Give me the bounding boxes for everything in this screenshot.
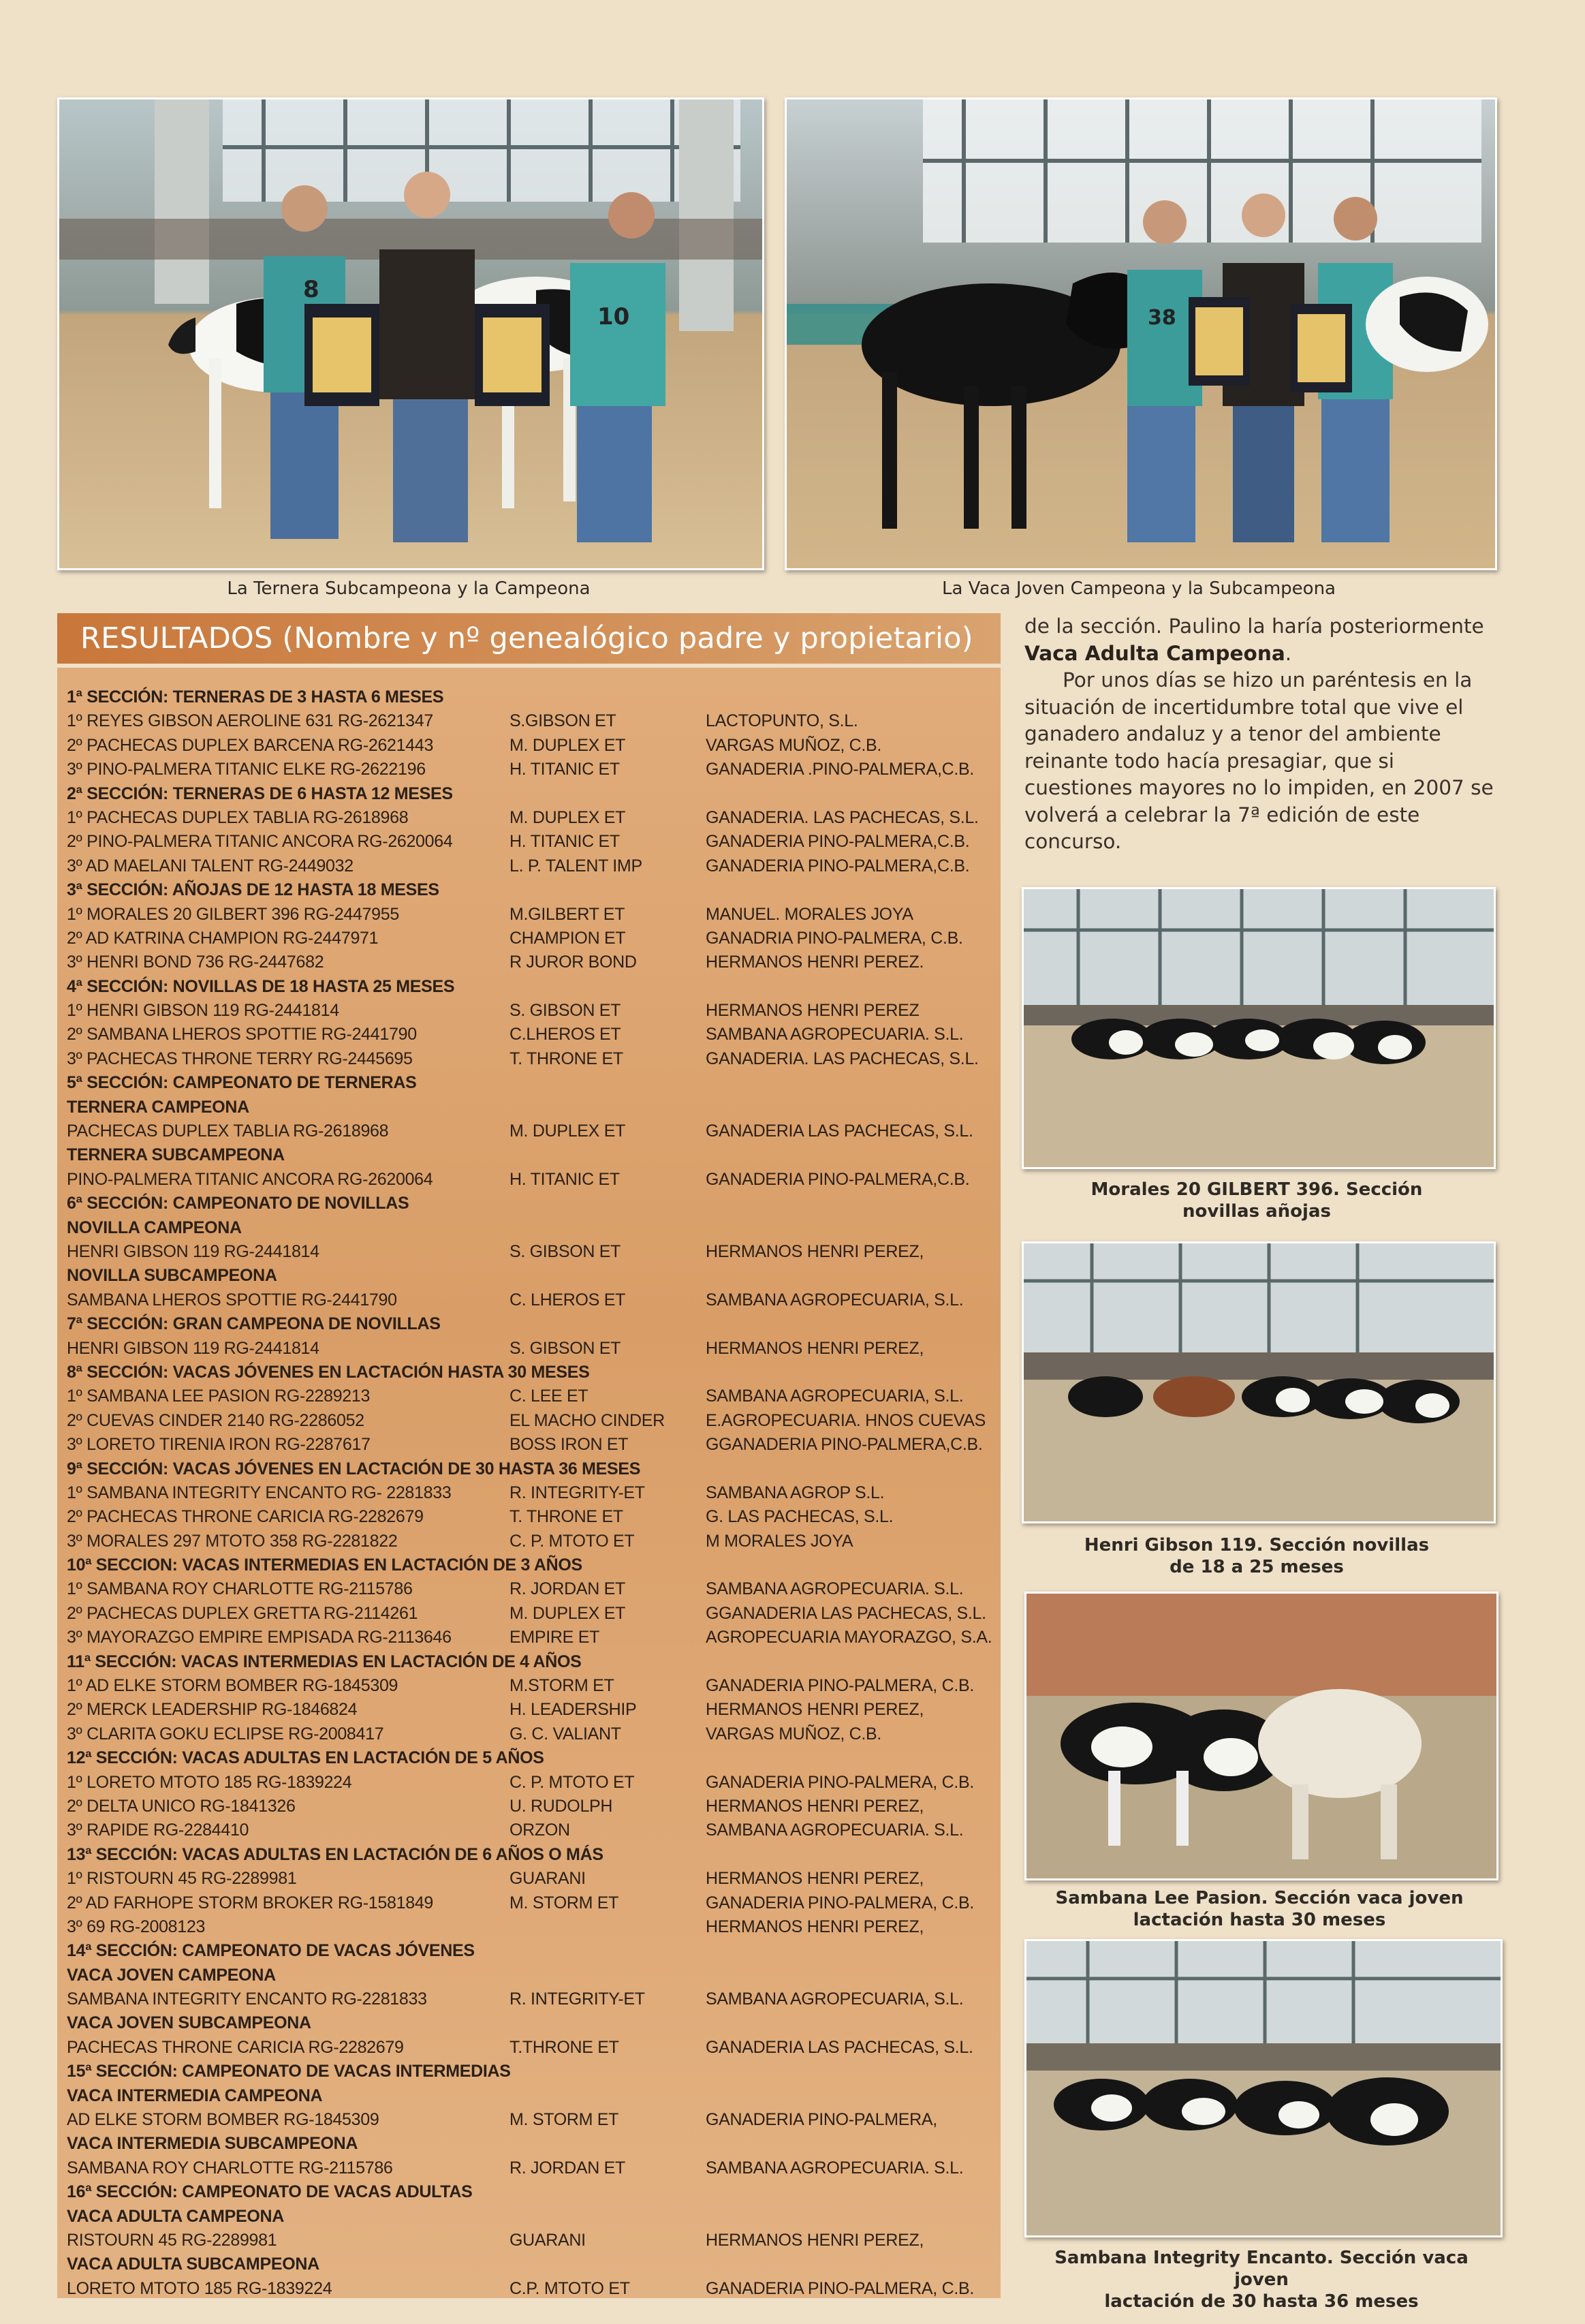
- result-sire: C. P. MTOTO ET: [509, 1531, 635, 1551]
- result-owner: [706, 1964, 992, 1987]
- results-row: [67, 2036, 1001, 2060]
- result-animal: SAMBANA LHEROS SPOTTIE RG-2441790: [67, 1290, 397, 1310]
- result-owner: [706, 1457, 992, 1481]
- result-owner: SAMBANA AGROPECUARIA, S.L.: [706, 1386, 964, 1406]
- results-row: [67, 927, 1001, 950]
- results-section-heading: [67, 2205, 1001, 2229]
- result-owner: G. LAS PACHECAS, S.L.: [706, 1507, 894, 1527]
- photo-sambana-integrity: [1024, 1939, 1503, 2237]
- result-owner: [706, 1264, 992, 1288]
- results-section-heading: [67, 2011, 1001, 2035]
- result-owner: [706, 1361, 992, 1384]
- result-owner: SAMBANA AGROPECUARIA, S.L.: [706, 1989, 964, 2009]
- results-section-heading: [67, 2060, 1001, 2083]
- results-section-heading: [67, 2180, 1001, 2204]
- result-owner: HERMANOS HENRI PEREZ,: [706, 1917, 924, 1936]
- result-animal: VACA INTERMEDIA CAMPEONA: [67, 2086, 323, 2105]
- result-animal: 1º PACHECAS DUPLEX TABLIA RG-2618968: [67, 807, 409, 827]
- results-row: [67, 2277, 1001, 2301]
- result-owner: HERMANOS HENRI PEREZ,: [706, 1700, 924, 1720]
- result-owner: [706, 878, 992, 902]
- result-animal: 9ª SECCIÓN: VACAS JÓVENES EN LACTACIÓN DE 30 HASTA 36 MESES: [67, 1459, 641, 1478]
- result-owner: GANADERIA PINO-PALMERA, C.B.: [706, 1676, 975, 1696]
- result-animal: 2º SAMBANA LHEROS SPOTTIE RG-2441790: [67, 1025, 417, 1044]
- result-animal: 2º PACHECAS THRONE CARICIA RG-2282679: [67, 1507, 424, 1527]
- result-owner: [706, 1216, 992, 1240]
- result-owner: [706, 1746, 992, 1770]
- results-row: [67, 1119, 1001, 1143]
- result-animal: 1º SAMBANA ROY CHARLOTTE RG-2115786: [67, 1579, 413, 1599]
- result-animal: 2ª SECCIÓN: TERNERAS DE 6 HASTA 12 MESES: [67, 784, 453, 803]
- result-owner: HERMANOS HENRI PEREZ,: [706, 1241, 924, 1261]
- results-row: [67, 950, 1001, 974]
- caption-morales: Morales 20 GILBERT 396. Sección novillas añojas: [1090, 1179, 1423, 1222]
- result-owner: HERMANOS HENRI PEREZ.: [706, 952, 924, 972]
- result-sire: [509, 2011, 706, 2035]
- result-owner: VARGAS MUÑOZ, C.B.: [706, 735, 882, 755]
- caption-top-left: La Ternera Subcampeona y la Campeona: [227, 578, 591, 599]
- result-owner: SAMBANA AGROPECUARIA. S.L.: [706, 1025, 964, 1044]
- result-owner: [706, 975, 992, 999]
- result-sire: [509, 1264, 706, 1288]
- results-section-heading: [67, 975, 1001, 999]
- results-row: [67, 1795, 1001, 1818]
- results-row: [67, 1674, 1001, 1698]
- result-animal: 3º MAYORAZGO EMPIRE EMPISADA RG-2113646: [67, 1628, 452, 1647]
- result-owner: [706, 1939, 992, 1963]
- results-row: [67, 1505, 1001, 1529]
- result-owner: [706, 2011, 992, 2035]
- photo-scene: [1026, 1594, 1496, 1878]
- result-animal: 2º CUEVAS CINDER 2140 RG-2286052: [67, 1410, 364, 1430]
- result-owner: [706, 1553, 992, 1577]
- photo-ternera-subcampeona-campeona: [57, 97, 764, 570]
- results-row: [67, 830, 1001, 854]
- results-row: [67, 1987, 1001, 2011]
- result-animal: NOVILLA SUBCAMPEONA: [67, 1266, 277, 1286]
- results-section-heading: [67, 1650, 1001, 1674]
- result-sire: M.STORM ET: [509, 1676, 614, 1696]
- result-sire: BOSS IRON ET: [509, 1435, 629, 1455]
- result-owner: GANADERIA. LAS PACHECAS, S.L.: [706, 1049, 979, 1068]
- photo-scene: [1024, 1243, 1494, 1521]
- result-animal: 3º AD MAELANI TALENT RG-2449032: [67, 856, 354, 876]
- result-sire: [509, 1143, 706, 1167]
- result-sire: T.THRONE ET: [509, 2037, 619, 2057]
- result-owner: [706, 782, 992, 806]
- result-animal: 2º AD FARHOPE STORM BROKER RG-1581849: [67, 1893, 434, 1912]
- result-animal: 2º PACHECAS DUPLEX GRETTA RG-2114261: [67, 1603, 418, 1623]
- result-animal: 1º AD ELKE STORM BOMBER RG-1845309: [67, 1676, 398, 1696]
- result-animal: VACA INTERMEDIA SUBCAMPEONA: [67, 2134, 358, 2154]
- caption-sambana-lee: Sambana Lee Pasion. Sección vaca joven lactación hasta 30 meses: [1055, 1888, 1464, 1930]
- result-animal: 2º MERCK LEADERSHIP RG-1846824: [67, 1700, 358, 1720]
- results-row: [67, 854, 1001, 878]
- result-animal: 6ª SECCIÓN: CAMPEONATO DE NOVILLAS: [67, 1194, 409, 1213]
- result-owner: SAMBANA AGROPECUARIA. S.L.: [706, 1821, 964, 1840]
- photo-sambana-lee-pasion: [1024, 1592, 1498, 1880]
- result-animal: 10ª SECCION: VACAS INTERMEDIAS EN LACTACIÓN DE 3 AÑOS: [67, 1555, 582, 1575]
- results-row: [67, 1722, 1001, 1746]
- result-sire: [509, 2060, 706, 2083]
- result-owner: VARGAS MUÑOZ, C.B.: [706, 1724, 882, 1744]
- result-animal: 8ª SECCIÓN: VACAS JÓVENES EN LACTACIÓN HASTA 30 MESES: [67, 1362, 590, 1382]
- result-sire: [509, 1361, 706, 1384]
- result-sire: GUARANI: [509, 2231, 586, 2250]
- result-sire: H. LEADERSHIP: [509, 1700, 637, 1720]
- result-sire: G. C. VALIANT: [509, 1724, 621, 1744]
- result-owner: GANADRIA PINO-PALMERA, C.B.: [706, 928, 963, 948]
- results-section-heading: [67, 1964, 1001, 1987]
- result-owner: [706, 2205, 992, 2229]
- result-sire: H. TITANIC ET: [509, 1169, 620, 1189]
- result-animal: 7ª SECCIÓN: GRAN CAMPEONA DE NOVILLAS: [67, 1314, 441, 1334]
- results-row: [67, 1626, 1001, 1649]
- results-section-heading: [67, 1071, 1001, 1095]
- result-sire: M. STORM ET: [509, 2110, 619, 2130]
- result-animal: 3º PACHECAS THRONE TERRY RG-2445695: [67, 1049, 413, 1068]
- photo-vaca-joven-campeona-subcampeona: [785, 97, 1497, 570]
- results-section-heading: [67, 1361, 1001, 1384]
- result-sire: [509, 2132, 706, 2156]
- result-sire: [509, 1746, 706, 1770]
- photo-scene: [1024, 889, 1494, 1167]
- results-section-heading: [67, 1096, 1001, 1119]
- result-sire: [509, 1915, 706, 1939]
- result-sire: [509, 2180, 706, 2204]
- result-owner: [706, 1843, 992, 1867]
- result-animal: LORETO MTOTO 185 RG-1839224: [67, 2278, 332, 2298]
- results-row: [67, 1867, 1001, 1891]
- results-row: [67, 999, 1001, 1023]
- result-owner: GANADERIA PINO-PALMERA, C.B.: [706, 1772, 975, 1792]
- results-row: [67, 1891, 1001, 1915]
- result-sire: [509, 1457, 706, 1481]
- result-animal: 16ª SECCIÓN: CAMPEONATO DE VACAS ADULTAS: [67, 2182, 473, 2202]
- results-row: [67, 1577, 1001, 1601]
- results-row: [67, 734, 1001, 758]
- result-sire: U. RUDOLPH: [509, 1796, 613, 1816]
- results-section-heading: [67, 1264, 1001, 1288]
- results-title: RESULTADOS (Nombre y nº genealógico padre y propietario): [57, 613, 1001, 664]
- result-animal: RISTOURN 45 RG-2289981: [67, 2231, 277, 2250]
- result-sire: [509, 1939, 706, 1963]
- results-row: [67, 2108, 1001, 2132]
- result-sire: R. INTEGRITY-ET: [509, 1989, 645, 2009]
- caption-top-right: La Vaca Joven Campeona y la Subcampeona: [941, 578, 1336, 599]
- result-owner: SAMBANA AGROPECUARIA. S.L.: [706, 2158, 964, 2178]
- result-sire: C.LHEROS ET: [509, 1025, 621, 1044]
- result-sire: R JUROR BOND: [509, 952, 637, 972]
- result-animal: 3º LORETO TIRENIA IRON RG-2287617: [67, 1435, 371, 1455]
- result-owner: HERMANOS HENRI PEREZ,: [706, 1869, 924, 1889]
- result-owner: HERMANOS HENRI PEREZ,: [706, 1796, 924, 1816]
- result-animal: VACA ADULTA SUBCAMPEONA: [67, 2255, 319, 2274]
- result-owner: HERMANOS HENRI PEREZ,: [706, 1338, 924, 1358]
- results-row: [67, 1288, 1001, 1312]
- results-section-heading: [67, 685, 1001, 709]
- result-sire: T. THRONE ET: [509, 1507, 623, 1527]
- results-section-heading: [67, 1192, 1001, 1215]
- result-animal: 1º REYES GIBSON AEROLINE 631 RG-2621347: [67, 711, 433, 731]
- result-owner: AGROPECUARIA MAYORAZGO, S.A.: [706, 1628, 992, 1647]
- result-sire: R. JORDAN ET: [509, 1579, 626, 1599]
- result-animal: 3º HENRI BOND 736 RG-2447682: [67, 952, 324, 972]
- results-row: [67, 758, 1001, 781]
- result-animal: HENRI GIBSON 119 RG-2441814: [67, 1338, 319, 1358]
- result-owner: GANADERIA PINO-PALMERA,C.B.: [706, 832, 970, 852]
- article-text: [1024, 613, 1497, 856]
- results-row: [67, 806, 1001, 830]
- result-sire: M. DUPLEX ET: [509, 1603, 626, 1623]
- result-owner: SAMBANA AGROPECUARIA. S.L.: [706, 1579, 964, 1599]
- results-row: [67, 1602, 1001, 1626]
- result-animal: 1º HENRI GIBSON 119 RG-2441814: [67, 1001, 339, 1021]
- result-owner: [706, 1650, 992, 1674]
- result-sire: S.GIBSON ET: [509, 711, 616, 731]
- results-section-heading: [67, 1843, 1001, 1867]
- result-animal: SAMBANA ROY CHARLOTTE RG-2115786: [67, 2158, 393, 2178]
- result-sire: [509, 2205, 706, 2229]
- results-row: [67, 1530, 1001, 1553]
- result-sire: [509, 1216, 706, 1240]
- result-sire: [509, 1843, 706, 1867]
- results-section-heading: [67, 1143, 1001, 1167]
- result-sire: EMPIRE ET: [509, 1628, 600, 1647]
- result-animal: TERNERA SUBCAMPEONA: [67, 1145, 285, 1165]
- result-owner: [706, 1096, 992, 1119]
- result-animal: HENRI GIBSON 119 RG-2441814: [67, 1241, 319, 1261]
- results-row: [67, 1337, 1001, 1361]
- result-animal: 14ª SECCIÓN: CAMPEONATO DE VACAS JÓVENES: [67, 1941, 475, 1961]
- result-animal: 2º PINO-PALMERA TITANIC ANCORA RG-2620064: [67, 832, 453, 852]
- result-owner: E.AGROPECUARIA. HNOS CUEVAS: [706, 1410, 986, 1430]
- result-sire: M. DUPLEX ET: [509, 1121, 626, 1141]
- result-animal: 1º SAMBANA INTEGRITY ENCANTO RG- 2281833: [67, 1483, 452, 1502]
- competitor-number-38: 38: [1148, 306, 1176, 330]
- result-animal: 3º PINO-PALMERA TITANIC ELKE RG-2622196: [67, 760, 426, 779]
- result-owner: [706, 2132, 992, 2156]
- article-paragraph-1: de la sección. Paulino la haría posteriormente Vaca Adulta Campeona.: [1024, 615, 1484, 665]
- result-sire: C. P. MTOTO ET: [509, 1772, 635, 1792]
- result-owner: GANADERIA LAS PACHECAS, S.L.: [706, 2037, 973, 2057]
- result-animal: TERNERA CAMPEONA: [67, 1097, 249, 1117]
- result-animal: PACHECAS THRONE CARICIA RG-2282679: [67, 2037, 404, 2057]
- result-owner: [706, 1192, 992, 1215]
- photo-scene: [59, 99, 762, 568]
- photo-scene: [1026, 1941, 1501, 2235]
- results-row: [67, 1818, 1001, 1842]
- result-animal: 13ª SECCIÓN: VACAS ADULTAS EN LACTACIÓN DE 6 AÑOS O MÁS: [67, 1844, 603, 1864]
- result-owner: MANUEL. MORALES JOYA: [706, 904, 913, 924]
- result-owner: HERMANOS HENRI PEREZ: [706, 1001, 920, 1021]
- results-row: [67, 1433, 1001, 1457]
- result-sire: [509, 1312, 706, 1336]
- result-sire: S. GIBSON ET: [509, 1241, 621, 1261]
- result-sire: [509, 685, 706, 709]
- result-owner: SAMBANA AGROP S.L.: [706, 1483, 885, 1502]
- result-animal: VACA JOVEN CAMPEONA: [67, 1965, 276, 1985]
- results-section-heading: [67, 2252, 1001, 2276]
- result-animal: 1º LORETO MTOTO 185 RG-1839224: [67, 1772, 352, 1792]
- results-row: [67, 903, 1001, 927]
- results-row: [67, 1168, 1001, 1192]
- result-animal: 12ª SECCIÓN: VACAS ADULTAS EN LACTACIÓN DE 5 AÑOS: [67, 1748, 544, 1768]
- result-owner: GANADERIA. LAS PACHECAS, S.L.: [706, 807, 979, 827]
- result-owner: [706, 1143, 992, 1167]
- result-owner: M MORALES JOYA: [706, 1531, 853, 1551]
- result-animal: 3ª SECCIÓN: AÑOJAS DE 12 HASTA 18 MESES: [67, 880, 439, 900]
- results-row: [67, 709, 1001, 733]
- results-section-heading: [67, 1553, 1001, 1577]
- result-sire: C.P. MTOTO ET: [509, 2278, 630, 2298]
- result-sire: R. INTEGRITY-ET: [509, 1483, 645, 1502]
- result-owner: [706, 1071, 992, 1095]
- result-owner: GANADERIA PINO-PALMERA, C.B.: [706, 1893, 975, 1912]
- result-sire: M.GILBERT ET: [509, 904, 625, 924]
- result-owner: [706, 2084, 992, 2108]
- result-animal: 11ª SECCIÓN: VACAS INTERMEDIAS EN LACTACIÓN DE 4 AÑOS: [67, 1652, 582, 1671]
- results-row: [67, 1771, 1001, 1795]
- results-row: [67, 2156, 1001, 2180]
- result-sire: [509, 1650, 706, 1674]
- result-sire: EL MACHO CINDER: [509, 1410, 665, 1430]
- results-row: [67, 1384, 1001, 1408]
- photo-morales-gilbert: [1022, 887, 1496, 1169]
- result-animal: SAMBANA INTEGRITY ENCANTO RG-2281833: [67, 1989, 427, 2009]
- result-sire: T. THRONE ET: [509, 1049, 623, 1068]
- result-animal: 1ª SECCIÓN: TERNERAS DE 3 HASTA 6 MESES: [67, 687, 444, 707]
- result-owner: SAMBANA AGROPECUARIA, S.L.: [706, 1290, 964, 1310]
- result-owner: GGANADERIA PINO-PALMERA,C.B.: [706, 1435, 983, 1455]
- results-row: [67, 1481, 1001, 1505]
- results-section-heading: [67, 878, 1001, 902]
- result-owner: [706, 1312, 992, 1336]
- results-section-heading: [67, 1312, 1001, 1336]
- result-animal: 2º PACHECAS DUPLEX BARCENA RG-2621443: [67, 735, 434, 755]
- caption-sambana-integrity: Sambana Integrity Encanto. Sección vaca joven lactación de 30 hasta 36 meses: [1054, 2248, 1469, 2312]
- result-owner: GANADERIA LAS PACHECAS, S.L.: [706, 1121, 973, 1141]
- result-owner: LACTOPUNTO, S.L.: [706, 711, 858, 731]
- result-animal: 15ª SECCIÓN: CAMPEONATO DE VACAS INTERMEDIAS: [67, 2062, 511, 2081]
- result-sire: [509, 975, 706, 999]
- result-sire: [509, 1192, 706, 1215]
- result-sire: [509, 1071, 706, 1095]
- result-owner: [706, 2060, 992, 2083]
- result-sire: ORZON: [509, 1821, 570, 1840]
- result-sire: H. TITANIC ET: [509, 760, 620, 779]
- result-owner: GGANADERIA LAS PACHECAS, S.L.: [706, 1603, 986, 1623]
- result-animal: 3º 69 RG-2008123: [67, 1917, 206, 1936]
- result-animal: 1º RISTOURN 45 RG-2289981: [67, 1869, 297, 1889]
- result-sire: [509, 878, 706, 902]
- result-sire: C. LHEROS ET: [509, 1290, 626, 1310]
- result-sire: M. STORM ET: [509, 1893, 619, 1912]
- result-owner: GANADERIA PINO-PALMERA,C.B.: [706, 1169, 970, 1189]
- result-owner: GANADERIA PINO-PALMERA,: [706, 2110, 937, 2130]
- results-table: [57, 668, 1001, 2298]
- result-owner: [706, 2180, 992, 2204]
- result-sire: S. GIBSON ET: [509, 1001, 621, 1021]
- results-section-heading: [67, 1457, 1001, 1481]
- result-sire: [509, 782, 706, 806]
- results-row: [67, 1047, 1001, 1071]
- results-row: [67, 1915, 1001, 1939]
- result-animal: 3º CLARITA GOKU ECLIPSE RG-2008417: [67, 1724, 384, 1744]
- caption-henri: Henri Gibson 119. Sección novillas de 18 a 25 meses: [1084, 1535, 1430, 1577]
- result-sire: [509, 1096, 706, 1119]
- photo-henri-gibson: [1022, 1241, 1496, 1523]
- result-sire: GUARANI: [509, 1869, 586, 1889]
- article-paragraph-2: Por unos días se hizo un paréntesis en la situación de incertidumbre total que vive el ganadero andaluz y a tenor del ambiente reinante todo hacía presagiar, que si cuestiones mayores no lo impiden, en 2007 se volverá a celebrar la 7ª edición de este concurso.: [1024, 668, 1494, 853]
- results-row: [67, 1240, 1001, 1264]
- photo-scene: [787, 99, 1495, 568]
- result-owner: GANADERIA .PINO-PALMERA,C.B.: [706, 760, 975, 779]
- results-section-heading: [67, 1216, 1001, 1240]
- result-sire: L. P. TALENT IMP: [509, 856, 642, 876]
- result-animal: 2º DELTA UNICO RG-1841326: [67, 1796, 296, 1816]
- result-animal: 1º SAMBANA LEE PASION RG-2289213: [67, 1386, 371, 1406]
- result-animal: PINO-PALMERA TITANIC ANCORA RG-2620064: [67, 1169, 433, 1189]
- result-sire: C. LEE ET: [509, 1386, 589, 1406]
- result-sire: S. GIBSON ET: [509, 1338, 621, 1358]
- result-animal: NOVILLA CAMPEONA: [67, 1218, 242, 1237]
- results-row: [67, 1698, 1001, 1722]
- competitor-number-10: 10: [597, 303, 630, 330]
- result-animal: 4ª SECCIÓN: NOVILLAS DE 18 HASTA 25 MESES: [67, 976, 455, 996]
- result-animal: 3º MORALES 297 MTOTO 358 RG-2281822: [67, 1531, 398, 1551]
- result-sire: R. JORDAN ET: [509, 2158, 626, 2178]
- result-animal: AD ELKE STORM BOMBER RG-1845309: [67, 2110, 379, 2130]
- results-row: [67, 1409, 1001, 1433]
- results-section-heading: [67, 2084, 1001, 2108]
- results-row: [67, 1023, 1001, 1047]
- result-animal: VACA JOVEN SUBCAMPEONA: [67, 2013, 311, 2033]
- result-sire: [509, 1553, 706, 1577]
- results-section-heading: [67, 2132, 1001, 2156]
- result-owner: GANADERIA PINO-PALMERA,C.B.: [706, 856, 970, 876]
- result-sire: CHAMPION ET: [509, 928, 626, 948]
- result-sire: [509, 1964, 706, 1987]
- result-sire: [509, 2084, 706, 2108]
- result-owner: [706, 2252, 992, 2276]
- result-animal: VACA ADULTA CAMPEONA: [67, 2206, 284, 2226]
- result-sire: M. DUPLEX ET: [509, 807, 626, 827]
- results-row: [67, 2229, 1001, 2252]
- result-owner: HERMANOS HENRI PEREZ,: [706, 2231, 924, 2250]
- result-animal: 2º AD KATRINA CHAMPION RG-2447971: [67, 928, 379, 948]
- competitor-number-8: 8: [303, 276, 319, 303]
- result-owner: [706, 685, 992, 709]
- result-animal: 1º MORALES 20 GILBERT 396 RG-2447955: [67, 904, 399, 924]
- result-owner: GANADERIA PINO-PALMERA, C.B.: [706, 2278, 975, 2298]
- result-animal: 5ª SECCIÓN: CAMPEONATO DE TERNERAS: [67, 1073, 417, 1093]
- result-sire: [509, 2252, 706, 2276]
- result-animal: 3º RAPIDE RG-2284410: [67, 1821, 249, 1840]
- results-section-heading: [67, 782, 1001, 806]
- results-section-heading: [67, 1746, 1001, 1770]
- result-sire: M. DUPLEX ET: [509, 735, 626, 755]
- results-section-heading: [67, 1939, 1001, 1963]
- result-sire: H. TITANIC ET: [509, 832, 620, 852]
- result-animal: PACHECAS DUPLEX TABLIA RG-2618968: [67, 1121, 389, 1141]
